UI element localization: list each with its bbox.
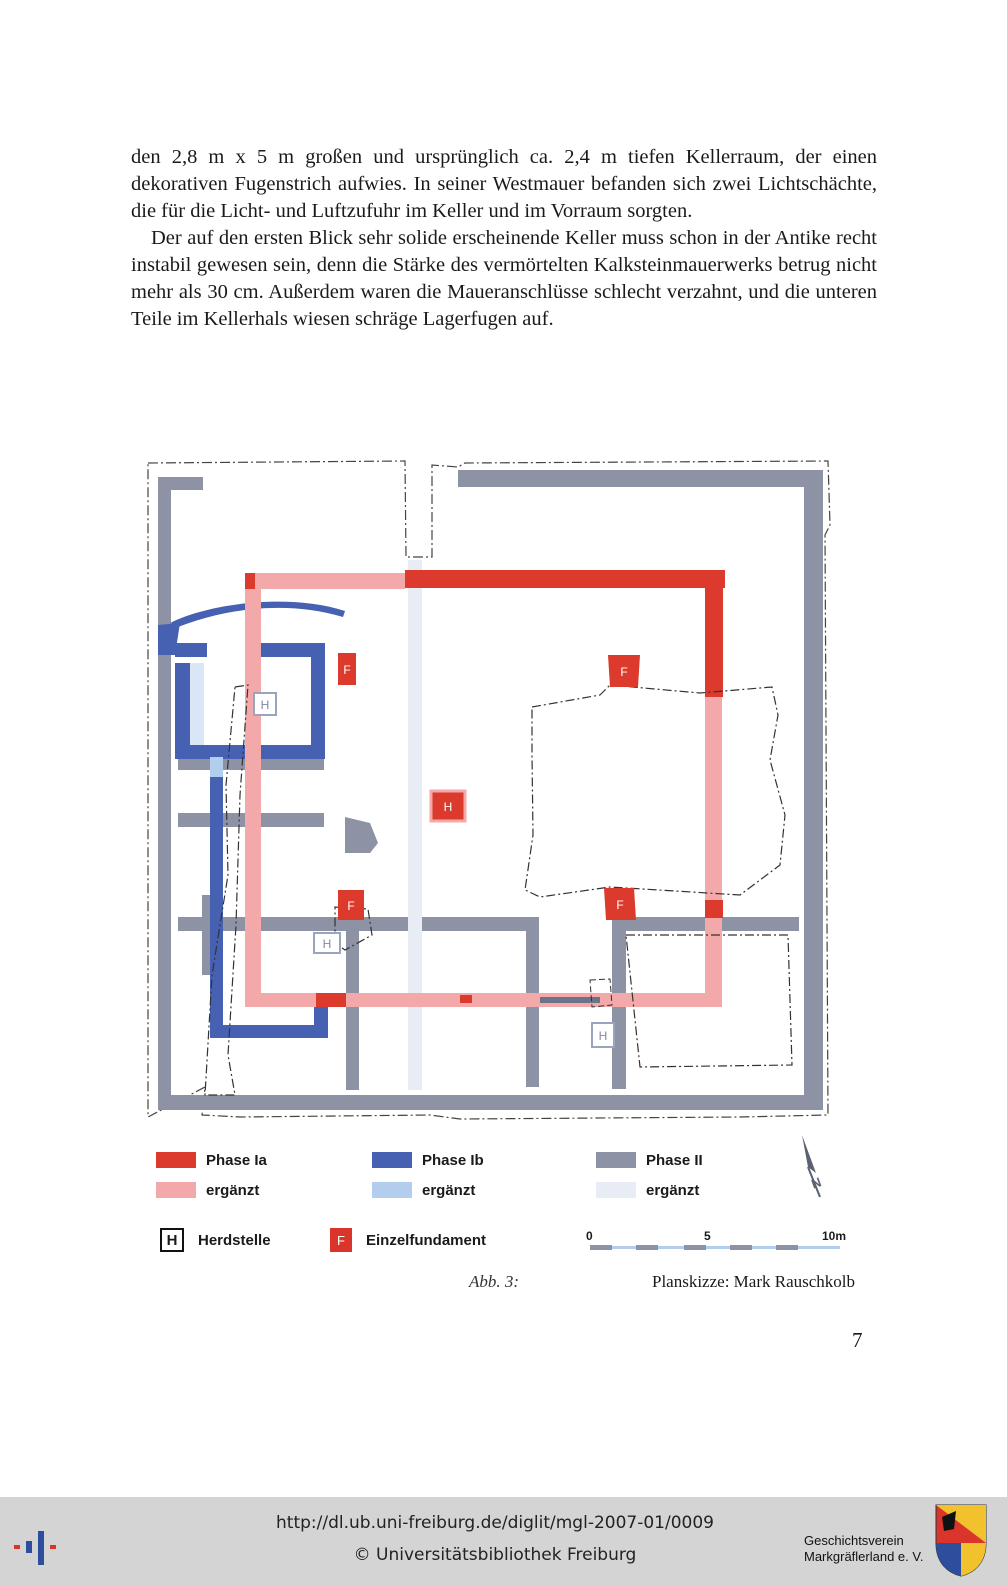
herdstelle-symbol: H [160,1228,184,1252]
paragraph-1: den 2,8 m x 5 m großen und ursprünglich ca. 2,4 m tiefen Kellerraum, der einen dekorativen Fugenstrich aufwies. In seiner Westmauer befanden sich zwei Lichtschächte, die für die Licht- und Luftzufuhr im Keller und im Vorraum sorgten. [131,146,877,222]
figure-credit: Planskizze: Mark Rauschkolb [652,1272,856,1291]
phase-ii-swatch [596,1152,636,1168]
fundament-marker [338,890,364,920]
legend-phase-ib: Phase Ib [372,1149,484,1171]
fundament-marker [604,888,636,920]
phase-ia-swatch [156,1152,196,1168]
svg-text:F: F [616,898,624,912]
herdstelle-marker [592,1023,614,1047]
svg-text:H: H [443,800,453,814]
site-plan [140,455,840,1135]
figure-number: Abb. 3: [469,1272,520,1291]
svg-text:F: F [620,665,628,679]
coat-of-arms-icon [934,1503,988,1577]
phase-ib-erganzt-swatch [372,1182,412,1198]
body-text [131,144,877,333]
svg-text:F: F [347,899,355,913]
fundament-marker [338,653,356,685]
svg-text:H: H [322,937,332,951]
footer-copyright: © Universitätsbibliothek Freiburg [353,1545,637,1565]
scale-label-10: 10m [822,1229,847,1243]
legend-phase-ii-erganzt: ergänzt [596,1179,699,1201]
scale-label-5: 5 [704,1229,711,1243]
legend-phase-ii: Phase II [596,1149,703,1171]
svg-text:F: F [343,663,351,677]
paragraph-2: Der auf den ersten Blick sehr solide erscheinende Keller muss schon in der Antike recht instabil gewesen sein, denn die Stärke des vermörtelten Kalksteinmauerwerks betrug nicht mehr als 30 cm. Außerdem waren die Maueranschlüsse schlecht verzahnt, und die unteren Teile im Kellerhals wiesen schräge Lagerfugen auf. [131,227,877,330]
phase-ib-swatch [372,1152,412,1168]
scale-bar [586,1229,850,1259]
einzelfundament-markers [338,653,640,920]
phase-ii-erganzt-swatch [596,1182,636,1198]
cellar-outline [525,685,785,897]
page-number: 7 [852,1328,863,1352]
herdstelle-marker [254,693,276,715]
phase-ia-erganzt-swatch [156,1182,196,1198]
legend-phase-ib-erganzt: ergänzt [372,1179,475,1201]
footer-url-link[interactable]: http://dl.ub.uni-freiburg.de/diglit/mgl-2007-01/0009 [276,1513,714,1533]
herdstelle-marker-main [431,791,465,821]
svg-text:N: N [809,1174,824,1192]
phase-ii-erganzt [408,560,422,1090]
legend-phase-ia: Phase Ia [156,1149,267,1171]
legend-phase-ia-erganzt: ergänzt [156,1179,259,1201]
footer-organization: Geschichtsverein Markgräflerland e. V. [804,1533,924,1564]
plan-legend [150,1145,870,1265]
scale-label-0: 0 [586,1229,593,1243]
north-arrow-icon [796,1131,830,1201]
legend-einzelfundament: F Einzelfundament [330,1229,486,1251]
herdstelle-marker [314,933,340,953]
legend-herdstelle: H Herdstelle [160,1229,271,1251]
einzelfundament-symbol: F [330,1228,352,1252]
svg-text:H: H [598,1029,608,1043]
svg-text:H: H [260,698,270,712]
fundament-marker [608,655,640,687]
scale-graphic [590,1229,850,1259]
footer-bar [0,1497,1007,1585]
